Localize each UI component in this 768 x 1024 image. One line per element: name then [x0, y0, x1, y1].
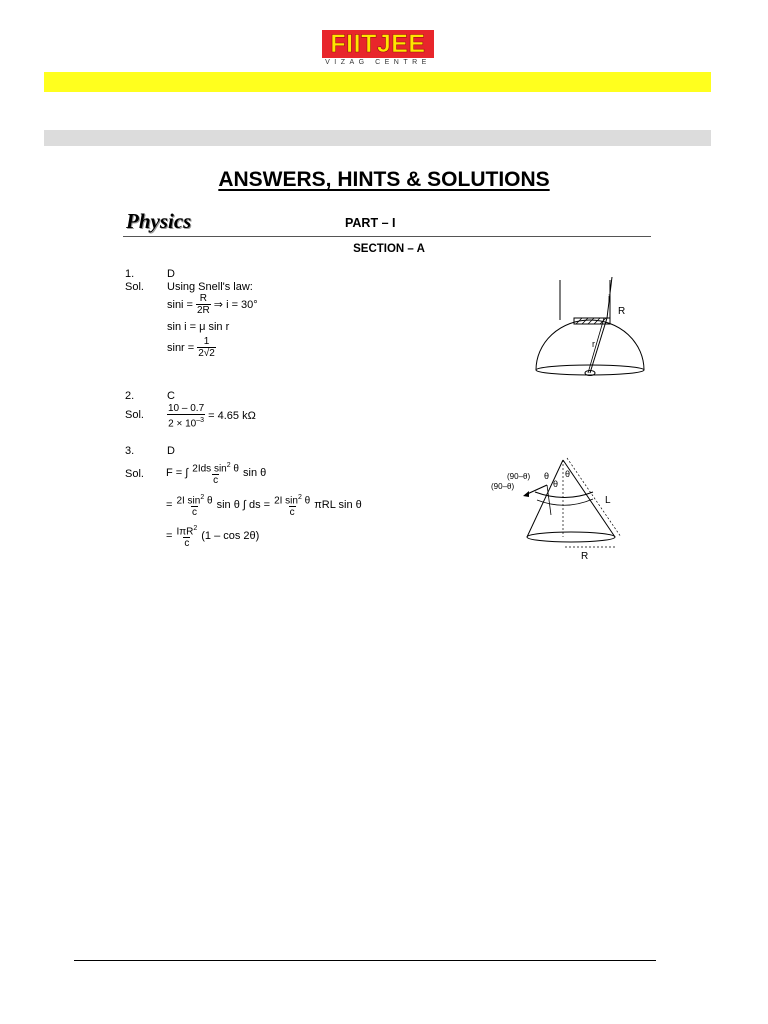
q2-sol-label: Sol. [125, 409, 144, 421]
q1-eq3-num: 1 [203, 336, 210, 347]
q3-eq2-den1: c [192, 507, 198, 519]
q3-label-theta-1: θ [544, 471, 550, 481]
q1-equation-2: sin i = μ sin r [167, 321, 230, 333]
q3-eq1-num-text: 2Ids sin [192, 463, 227, 475]
q2-number: 2. [125, 390, 135, 402]
q1-eq1-fraction [196, 293, 211, 316]
q1-eq1-den: 2R [197, 305, 210, 316]
q3-eq3-den: c [184, 538, 190, 550]
q3-eq2-num2 [273, 492, 311, 506]
q3-label-theta-2: θ [565, 469, 571, 479]
q3-eq2-den2: c [289, 507, 295, 519]
q3-eq2-num1-tail: θ [204, 495, 213, 507]
q1-label-i: i [608, 293, 610, 303]
q3-equation-3 [166, 523, 259, 549]
q3-equation-2 [166, 492, 362, 518]
logo-subtext: VIZAG CENTRE [325, 59, 431, 66]
q3-cone-figure [485, 455, 635, 565]
q2-den [167, 414, 205, 429]
q3-label-theta-3: θ [553, 479, 559, 489]
header-yellow-band [44, 72, 711, 92]
q1-eq3-fraction [197, 336, 216, 359]
q3-eq1-num-exp: 2 [226, 462, 231, 469]
q3-sol-label: Sol. [125, 468, 144, 480]
q3-number: 3. [125, 445, 135, 457]
q1-sol-label: Sol. [125, 281, 144, 293]
q1-equation-3 [167, 336, 216, 359]
q3-eq2-num2-text: 2I sin [274, 495, 298, 507]
q1-eq1-rhs: ⇒ i = 30° [213, 299, 258, 311]
q1-label-r: r [592, 339, 595, 349]
heading-divider [123, 236, 651, 237]
q3-eq2-num1-text: 2I sin [176, 495, 201, 507]
q3-label-L: L [605, 495, 611, 506]
q1-label-R: R [618, 306, 626, 317]
q3-eq1-lhs: F = ∫ [166, 467, 189, 480]
q3-eq2-fraction-1 [175, 492, 213, 518]
q1-eq1-lhs: sini = [167, 298, 193, 311]
q3-eq2-num1 [175, 492, 213, 506]
q3-eq1-num-tail: θ [230, 463, 239, 475]
subject-heading: Physics [126, 209, 192, 233]
q3-label-R: R [581, 551, 589, 562]
q3-eq2-num2-tail: θ [301, 495, 311, 507]
q1-eq3-lhs: sinr = [167, 341, 195, 354]
q3-label-angle-2: (90–θ) [491, 482, 515, 491]
q3-eq3-num-text: IπR [176, 526, 194, 538]
fiitjee-logo [322, 30, 434, 68]
q2-answer: C [167, 390, 175, 402]
q3-eq2-mid: sin θ ∫ ds = [216, 499, 271, 512]
q2-fraction [167, 403, 205, 429]
q3-eq3-tail: (1 – cos 2θ) [201, 530, 260, 543]
q1-eq1-num: R [199, 293, 208, 304]
q2-rhs: = 4.65 kΩ [208, 410, 256, 423]
q3-eq2-tail: πRL sin θ [314, 499, 362, 512]
q3-answer: D [167, 445, 175, 457]
q3-eq2-lhs: = [166, 499, 173, 512]
q3-eq3-num-exp: 2 [193, 525, 198, 532]
q1-number: 1. [125, 268, 135, 280]
q3-eq1-fraction [191, 460, 240, 486]
logo-text: FIITJEE [330, 30, 426, 58]
q3-eq2-num1-exp: 2 [200, 494, 205, 501]
q1-equation-1 [167, 293, 258, 316]
q2-den-exp: –3 [196, 417, 205, 424]
q3-eq3-num [175, 523, 198, 537]
q1-intro: Using Snell's law: [167, 281, 253, 293]
q3-eq2-fraction-2 [273, 492, 311, 518]
header-grey-band [44, 130, 711, 146]
q3-equation-1 [166, 460, 266, 486]
part-heading: PART – I [345, 216, 396, 230]
q3-eq1-num [191, 460, 240, 474]
q3-eq1-tail: sin θ [243, 467, 267, 480]
footer-divider [74, 960, 656, 961]
q3-eq3-lhs: = [166, 530, 173, 543]
section-heading: SECTION – A [353, 243, 425, 255]
q2-num: 10 – 0.7 [168, 403, 205, 414]
page-title: ANSWERS, HINTS & SOLUTIONS [218, 168, 550, 191]
q3-eq2-num2-exp: 2 [297, 494, 302, 501]
q2-equation [167, 403, 256, 429]
q1-hemisphere-figure [530, 275, 650, 385]
q3-eq3-fraction [175, 523, 198, 549]
q1-eq3-den: 2√2 [198, 348, 215, 359]
q3-eq1-den: c [213, 475, 219, 487]
q1-answer: D [167, 268, 175, 280]
q2-den-base: 2 × 10 [168, 418, 197, 430]
q3-label-angle-1: (90–θ) [507, 472, 531, 481]
